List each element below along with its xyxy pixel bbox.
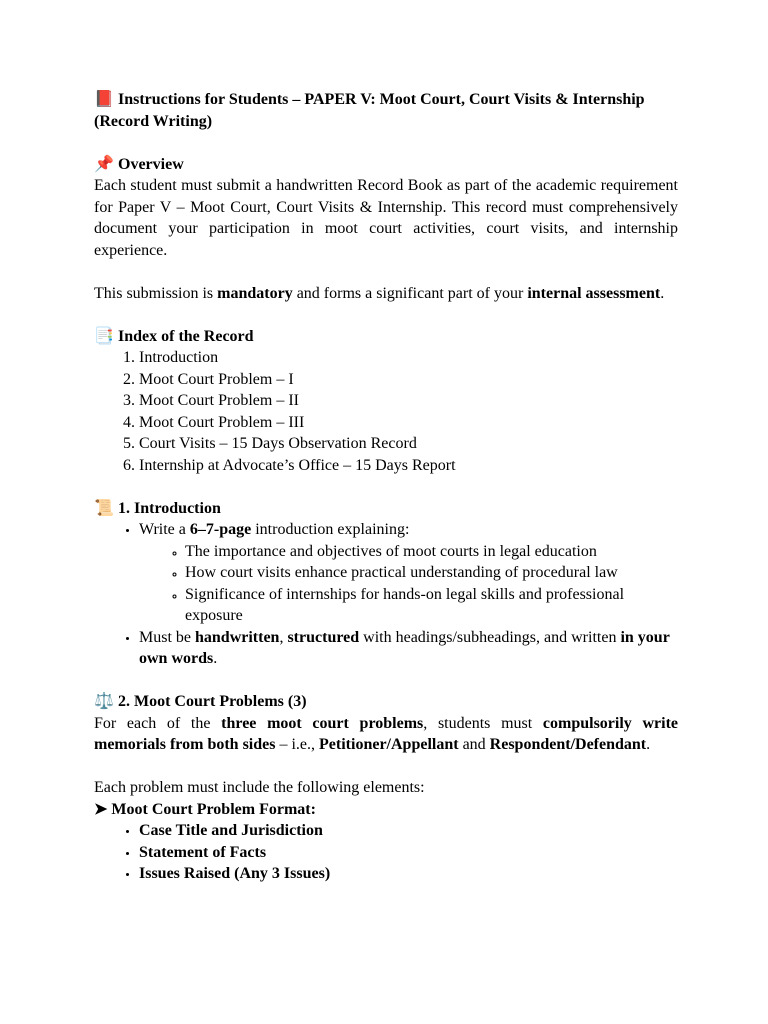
format-item: Statement of Facts (139, 843, 267, 861)
document-title (94, 89, 678, 132)
mandatory-text-1: This submission is (94, 284, 218, 302)
document-body (94, 89, 678, 885)
introduction-list (94, 519, 678, 670)
index-item: 5. Court Visits – 15 Days Observation Record (139, 433, 678, 455)
introduction-heading-text: 1. Introduction (118, 499, 221, 517)
sub-list-item: ◦ Significance of internships for hands-on legal skills and professional exposure (185, 584, 678, 627)
sub-list-item: ◦ How court visits enhance practical understanding of procedural law (185, 562, 678, 584)
scroll-icon: 📜 (94, 499, 114, 517)
structured-bold: structured (287, 628, 360, 646)
format-heading: ➤ Moot Court Problem Format: (94, 800, 316, 818)
intro-text-6: . (213, 650, 218, 667)
format-item: Case Title and Jurisdiction (139, 822, 323, 839)
format-item: Issues Raised (Any 3 Issues) (139, 865, 331, 882)
index-item: 3. Moot Court Problem – II (139, 390, 678, 412)
intro-text-1: Write a (139, 521, 190, 538)
internal-assessment-bold: internal assessment (527, 284, 661, 302)
balance-scale-icon: ⚖️ (94, 693, 114, 710)
introduction-sublist (139, 541, 678, 627)
index-list (94, 347, 678, 476)
overview-heading-text: Overview (118, 155, 184, 173)
index-item: 6. Internship at Advocate’s Office – 15 Days Report (139, 455, 678, 477)
mandatory-text-3: . (660, 284, 665, 302)
moot-text-2: , students must (423, 714, 543, 732)
elements-line: Each problem must include the following elements: (94, 779, 425, 796)
moot-bold-3: Petitioner/Appellant (319, 736, 459, 753)
pushpin-icon: 📌 (94, 155, 114, 173)
index-item: 2. Moot Court Problem – I (139, 369, 678, 391)
moot-text-1: For each of the (94, 714, 222, 732)
moot-court-paragraph (94, 713, 678, 756)
list-item (139, 519, 678, 627)
moot-court-heading (94, 691, 678, 713)
index-item: 1. Introduction (139, 347, 678, 369)
moot-bold-2: compulsorily write memorials from both sides (94, 714, 678, 753)
list-item (139, 842, 678, 864)
index-heading-text: Index of the Record (118, 327, 254, 345)
red-book-icon: 📕 (94, 91, 114, 108)
list-item (139, 820, 678, 842)
moot-text-3: – i.e., (275, 736, 320, 753)
own-words-bold: in your own words (139, 628, 670, 667)
moot-text-5: . (646, 736, 651, 753)
overview-paragraph: Each student must submit a handwritten Record Book as part of the academic requirement for Paper V – Moot Court, Court Visits & Internship. This record must comprehensively document your participation in moot court activities, court visits, and internship experience. (94, 177, 678, 259)
intro-text-2: introduction explaining: (251, 521, 410, 538)
mandatory-bold: mandatory (217, 284, 293, 302)
intro-text-3: Must be (139, 628, 195, 646)
list-item (139, 627, 678, 670)
mandatory-paragraph (94, 283, 678, 305)
intro-text-4: , (279, 628, 288, 646)
index-item: 4. Moot Court Problem – III (139, 412, 678, 434)
list-item (139, 863, 678, 885)
moot-bold-1: three moot court problems (221, 714, 424, 732)
overview-heading (94, 154, 678, 176)
sub-list-item: ◦ The importance and objectives of moot courts in legal education (185, 541, 678, 563)
format-list (94, 820, 678, 885)
bookmark-tabs-icon: 📑 (94, 327, 114, 345)
index-heading (94, 326, 678, 348)
handwritten-bold: handwritten (195, 628, 280, 646)
mandatory-text-2: and forms a significant part of your (292, 284, 528, 302)
moot-court-heading-text: 2. Moot Court Problems (3) (118, 693, 307, 710)
moot-bold-4: Respondent/Defendant (489, 736, 647, 753)
introduction-heading (94, 498, 678, 520)
document-title-text: Instructions for Students – PAPER V: Moot Court, Court Visits & Internship (Record Writing) (94, 91, 645, 130)
intro-text-5: with headings/subheadings, and written (359, 628, 621, 646)
moot-text-4: and (458, 736, 490, 753)
page-count-bold: 6–7-page (189, 521, 252, 538)
